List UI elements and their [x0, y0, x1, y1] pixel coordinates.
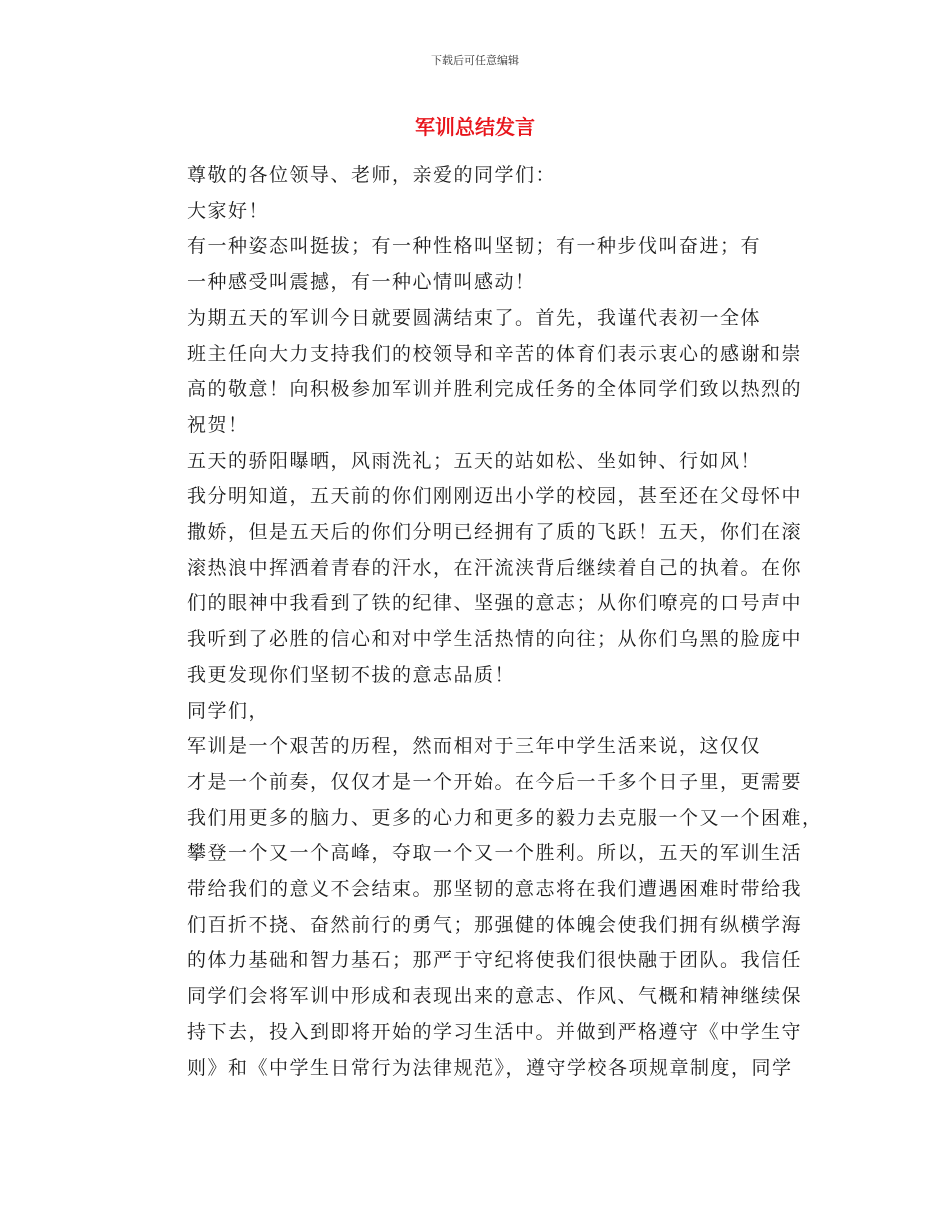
text-line: 同学们， [187, 699, 270, 722]
text-line: 的体力基础和智力基石；那严于守纪将使我们很快融于团队。我信任 [187, 949, 803, 972]
text-line: 带给我们的意义不会结束。那坚韧的意志将在我们遭遇困难时带给我 [187, 878, 803, 901]
text-line: 有一种姿态叫挺拔；有一种性格叫坚韧；有一种步伐叫奋进；有 [187, 235, 762, 258]
page-header-note: 下载后可任意编辑 [431, 54, 519, 67]
text-line: 大家好！ [187, 199, 270, 222]
paragraph [143, 229, 803, 300]
text-line: 同学们会将军训中形成和表现出来的意志、作风、气概和精神继续保 [187, 985, 803, 1008]
text-line: 军训是一个艰苦的历程，然而相对于三年中学生活来说，这仅仅 [187, 735, 762, 758]
text-line: 则》和《中学生日常行为法律规范》，遵守学校各项规章制度，同学 [187, 1056, 793, 1079]
text-line: 祝贺！ [187, 413, 249, 436]
text-line: 们百折不挠、奋然前行的勇气；那强健的体魄会使我们拥有纵横学海 [187, 913, 803, 936]
text-line: 五天的骄阳曝晒，风雨洗礼；五天的站如松、坐如钟、行如风！ [187, 449, 762, 472]
text-line: 为期五天的军训今日就要圆满结束了。首先，我谨代表初一全体 [187, 306, 762, 329]
text-line: 持下去，投入到即将开始的学习生活中。并做到严格遵守《中学生守 [187, 1020, 803, 1043]
text-line: 我们用更多的脑力、更多的心力和更多的毅力去克服一个又一个困难， [187, 806, 823, 829]
document-body [143, 158, 823, 1086]
text-line: 我更发现你们坚韧不拔的意志品质！ [187, 663, 516, 686]
text-line: 才是一个前奏，仅仅才是一个开始。在今后一千多个日子里，更需要 [187, 770, 803, 793]
text-line: 滚热浪中挥洒着青春的汗水，在汗流浃背后继续着自己的执着。在你 [187, 556, 803, 579]
document-title: 军训总结发言 [415, 115, 535, 139]
paragraph [143, 158, 803, 194]
paragraph [143, 194, 803, 230]
text-line: 高的敬意！向积极参加军训并胜利完成任务的全体同学们致以热烈的 [187, 378, 803, 401]
paragraph [143, 729, 823, 1086]
text-line: 我分明知道，五天前的你们刚刚迈出小学的校园，甚至还在父母怀中 [187, 485, 803, 508]
paragraph [143, 301, 803, 444]
text-line: 一种感受叫震撼，有一种心情叫感动！ [187, 271, 536, 294]
text-line: 们的眼神中我看到了铁的纪律、坚强的意志；从你们嘹亮的口号声中 [187, 592, 803, 615]
text-line: 班主任向大力支持我们的校领导和辛苦的体育们表示衷心的感谢和崇 [187, 342, 803, 365]
text-line: 尊敬的各位领导、老师，亲爱的同学们： [187, 164, 557, 186]
paragraph [143, 444, 803, 694]
text-line: 攀登一个又一个高峰，夺取一个又一个胜利。所以，五天的军训生活 [187, 842, 803, 865]
text-line: 撒娇，但是五天后的你们分明已经拥有了质的飞跃！五天，你们在滚 [187, 521, 803, 544]
paragraph [143, 694, 803, 730]
text-line: 我听到了必胜的信心和对中学生活热情的向往；从你们乌黑的脸庞中 [187, 628, 803, 651]
